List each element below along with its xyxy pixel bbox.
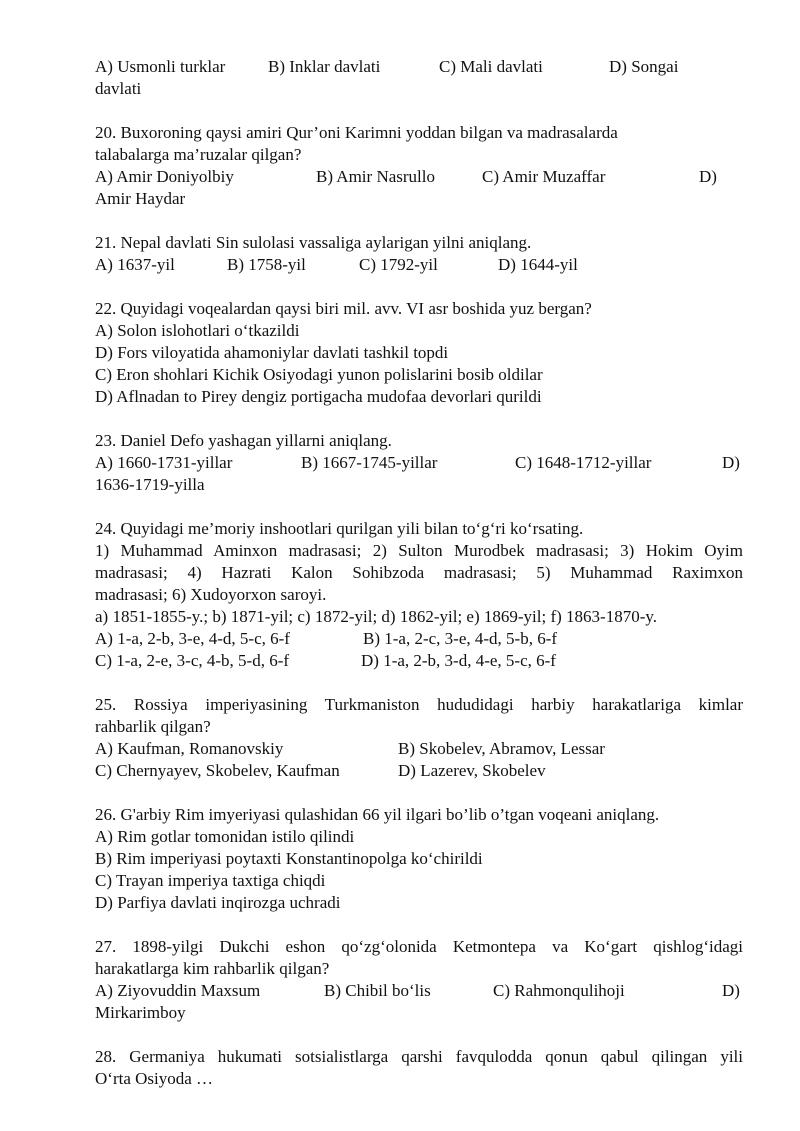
q22-option-d: D) Aflnadan to Pirey dengiz portigacha mudofaa devorlari qurildi (95, 387, 542, 406)
q23-option-d: D) (722, 453, 740, 472)
q27-question-cont: harakatlarga kim rahbarlik qilgan? (95, 959, 330, 978)
q27-question: 27. 1898-yilgi Dukchi eshon qo‘zg‘olonida Ketmontepa va Ko‘gart qishlog‘idagi (95, 937, 743, 956)
q19-option-c: C) Mali davlati (439, 57, 543, 76)
q20-option-d-cont: Amir Haydar (95, 189, 186, 208)
q27-option-b: B) Chibil bo‘lis (324, 981, 431, 1000)
q26-option-b: B) Rim imperiyasi poytaxti Konstantinopolga ko‘chirildi (95, 849, 483, 868)
q24-question: 24. Quyidagi me’moriy inshootlari qurilgan yili bilan to‘g‘ri ko‘rsating. (95, 519, 584, 538)
q21-option-d: D) 1644-yil (498, 255, 578, 274)
q24-options-row2 (95, 650, 743, 672)
q25-options-row2 (95, 760, 743, 782)
q23-option-d-cont: 1636-1719-yilla (95, 475, 205, 494)
q20-option-a: A) Amir Doniyolbiy (95, 167, 234, 186)
q21-options (95, 254, 743, 276)
q20-question-cont: talabalarga ma’ruzalar qilgan? (95, 145, 302, 164)
q22-question: 22. Quyidagi voqealardan qaysi biri mil. avv. VI asr boshida yuz bergan? (95, 299, 592, 318)
q26-option-d: D) Parfiya davlati inqirozga uchradi (95, 893, 341, 912)
q28-question-cont: O‘rta Osiyoda … (95, 1069, 214, 1088)
q23-option-a: A) 1660-1731-yillar (95, 453, 233, 472)
q22-option-b: D) Fors viloyatida ahamoniylar davlati tashkil topdi (95, 343, 449, 362)
q26-option-c: C) Trayan imperiya taxtiga chiqdi (95, 871, 326, 890)
q25-option-c: C) Chernyayev, Skobelev, Kaufman (95, 761, 340, 780)
q24-items-1: 1) Muhammad Aminxon madrasasi; 2) Sulton Murodbek madrasasi; 3) Hokim Oyim (95, 541, 743, 560)
q24-option-a: A) 1-a, 2-b, 3-e, 4-d, 5-c, 6-f (95, 629, 290, 648)
q20-question: 20. Buxoroning qaysi amiri Qur’oni Karimni yoddan bilgan va madrasalarda (95, 123, 618, 142)
q27-option-d-cont: Mirkarimboy (95, 1003, 186, 1022)
q23-option-b: B) 1667-1745-yillar (301, 453, 438, 472)
q19-option-a: A) Usmonli turklar (95, 57, 226, 76)
q25-options-row1 (95, 738, 743, 760)
q24-years: a) 1851-1855-y.; b) 1871-yil; c) 1872-yil; d) 1862-yil; e) 1869-yil; f) 1863-1870-y. (95, 607, 657, 626)
q21-option-b: B) 1758-yil (227, 255, 306, 274)
q25-option-d: D) Lazerev, Skobelev (398, 761, 546, 780)
q22-option-c: C) Eron shohlari Kichik Osiyodagi yunon polislarini bosib oldilar (95, 365, 543, 384)
q21-question: 21. Nepal davlati Sin sulolasi vassaliga aylarigan yilni aniqlang. (95, 233, 532, 252)
q23-option-c: C) 1648-1712-yillar (515, 453, 652, 472)
q25-option-b: B) Skobelev, Abramov, Lessar (398, 739, 605, 758)
q20-option-c: C) Amir Muzaffar (482, 167, 606, 186)
q19-options (95, 56, 743, 78)
q25-question: 25. Rossiya imperiyasining Turkmaniston hududidagi harbiy harakatlariga kimlar (95, 695, 743, 714)
q27-option-c: C) Rahmonqulihoji (493, 981, 625, 1000)
q19-option-d-cont: davlati (95, 79, 142, 98)
q28-question: 28. Germaniya hukumati sotsialistlarga qarshi favqulodda qonun qabul qilingan yili (95, 1047, 743, 1066)
q24-option-c: C) 1-a, 2-e, 3-c, 4-b, 5-d, 6-f (95, 651, 290, 670)
q23-question: 23. Daniel Defo yashagan yillarni aniqlang. (95, 431, 392, 450)
q20-options (95, 166, 743, 188)
q27-option-a: A) Ziyovuddin Maxsum (95, 981, 261, 1000)
q25-question-cont: rahbarlik qilgan? (95, 717, 211, 736)
q22-option-a: A) Solon islohotlari o‘tkazildi (95, 321, 300, 340)
q19-option-d: D) Songai (609, 57, 679, 76)
q25-option-a: A) Kaufman, Romanovskiy (95, 739, 284, 758)
q21-option-a: A) 1637-yil (95, 255, 175, 274)
q26-option-a: A) Rim gotlar tomonidan istilo qilindi (95, 827, 355, 846)
q27-options (95, 980, 743, 1002)
q20-option-b: B) Amir Nasrullo (316, 167, 435, 186)
test-page (95, 56, 743, 1090)
q19-option-b: B) Inklar davlati (268, 57, 381, 76)
q27-option-d: D) (722, 981, 740, 1000)
q21-option-c: C) 1792-yil (359, 255, 438, 274)
q24-option-b: B) 1-a, 2-c, 3-e, 4-d, 5-b, 6-f (363, 629, 558, 648)
q24-items-3: madrasasi; 6) Xudoyorxon saroyi. (95, 585, 327, 604)
q23-options (95, 452, 743, 474)
q24-items-2: madrasasi; 4) Hazrati Kalon Sohibzoda madrasasi; 5) Muhammad Raximxon (95, 563, 743, 582)
q26-question: 26. G'arbiy Rim imyeriyasi qulashidan 66 yil ilgari bo’lib o’tgan voqeani aniqlang. (95, 805, 660, 824)
q20-option-d: D) (699, 167, 717, 186)
q24-options-row1 (95, 628, 743, 650)
q24-option-d: D) 1-a, 2-b, 3-d, 4-e, 5-c, 6-f (361, 651, 556, 670)
